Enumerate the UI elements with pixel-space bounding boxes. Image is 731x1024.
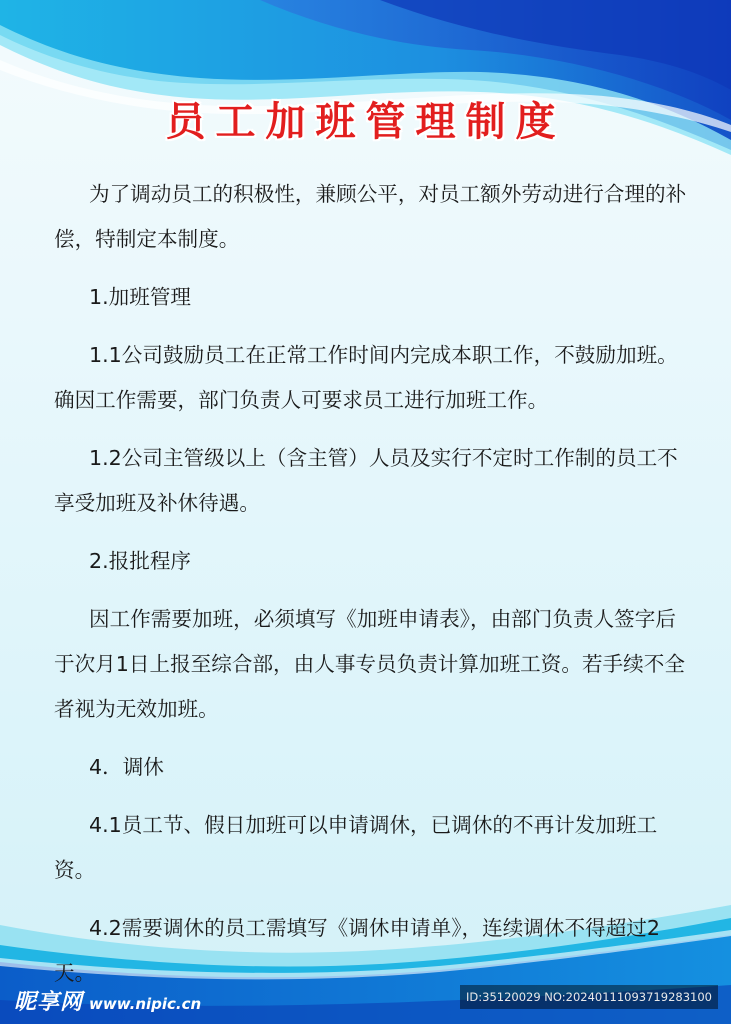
section-heading-approval-procedure: 2.报批程序 — [89, 549, 192, 573]
section-heading-time-off: 4．调休 — [89, 755, 164, 779]
clause-4-2: 4.2需要调休的员工需填写《调休申请单》，连续调休不得超过2天。 — [54, 916, 660, 985]
intro-paragraph: 为了调动员工的积极性，兼顾公平，对员工额外劳动进行合理的补偿，特制定本制度。 — [54, 182, 687, 251]
section-heading-overtime-management: 1.加班管理 — [89, 285, 192, 309]
clause-2-approval: 因工作需要加班，必须填写《加班申请表》，由部门负责人签字后于次月1日上报至综合部，由人事专员负责计算加班工资。若手续不全者视为无效加班。 — [54, 607, 685, 721]
clause-1-2: 1.2公司主管级以上（含主管）人员及实行不定时工作制的员工不享受加班及补休待遇。 — [54, 446, 678, 515]
watermark-site-name: 昵享网 — [14, 990, 84, 1015]
clause-1-1: 1.1公司鼓励员工在正常工作时间内完成本职工作，不鼓励加班。确因工作需要，部门负责人可要求员工进行加班工作。 — [54, 343, 678, 412]
watermark-site-url: www.nipic.cn — [89, 995, 202, 1013]
regulation-body — [54, 172, 690, 1009]
poster-title: 员工加班管理制度 — [165, 99, 566, 145]
watermark-logo — [14, 985, 201, 1016]
clause-4-1: 4.1员工节、假日加班可以申请调休，已调休的不再计发加班工资。 — [54, 813, 658, 882]
watermark-id-label: ID:35120029 NO:20240111093719283100 — [460, 985, 718, 1009]
